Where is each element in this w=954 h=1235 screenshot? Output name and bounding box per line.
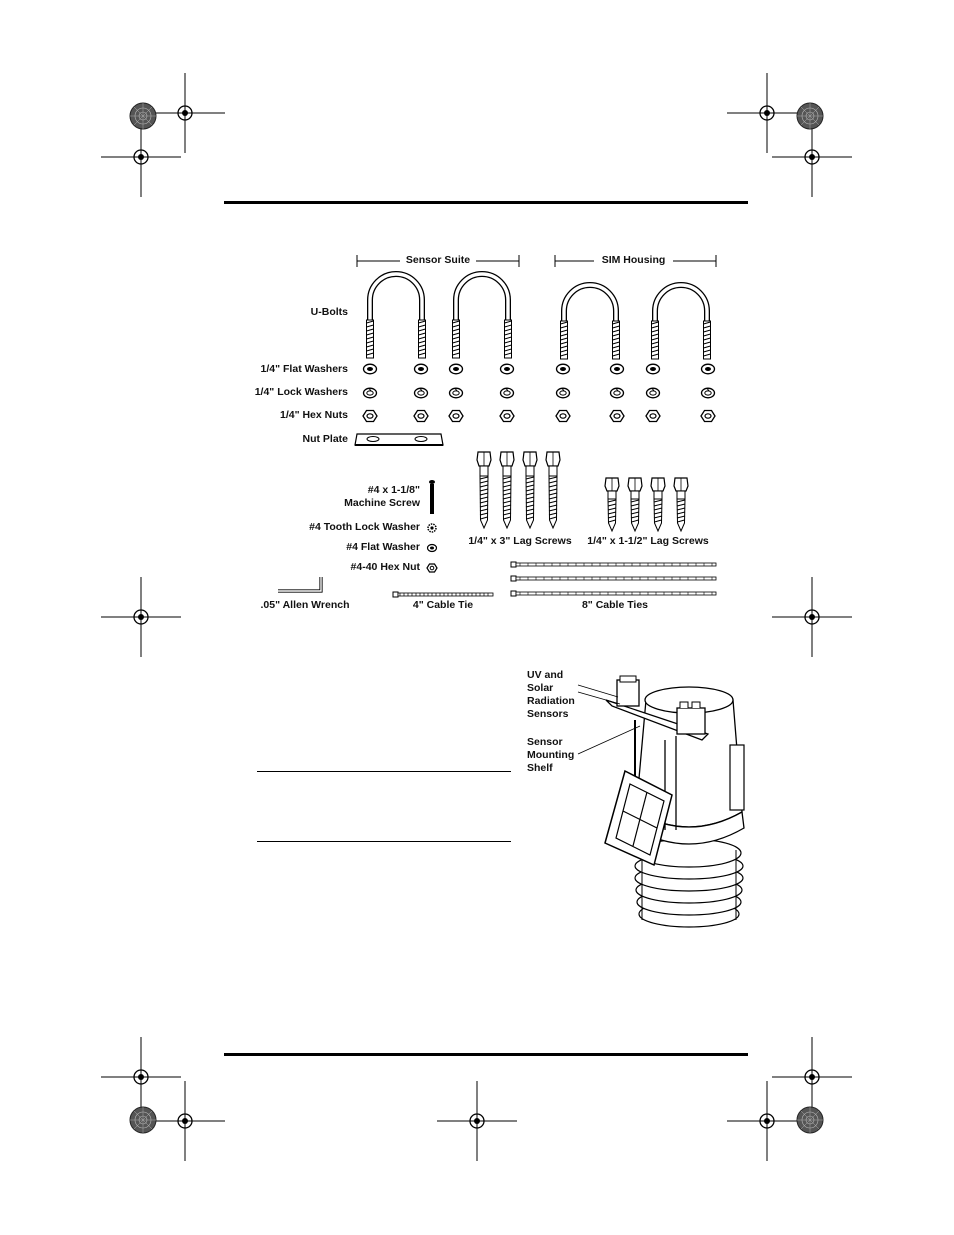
hex-nut-row — [363, 411, 715, 422]
sensor-suite-label: Sensor Suite — [405, 254, 471, 266]
hex-nut-4-label: #4-40 Hex Nut — [350, 561, 420, 573]
shelf-callout-line-2: Mounting — [527, 749, 575, 761]
nut-plate — [355, 434, 443, 445]
allen-wrench — [278, 577, 321, 591]
flat-washer-4-label: #4 Flat Washer — [346, 541, 420, 553]
allen-wrench-label: .05" Allen Wrench — [260, 599, 350, 611]
machine-screw-label-1: #4 x 1-1/8" — [367, 484, 420, 496]
registration-mark — [727, 73, 807, 153]
tooth-lock-washer-label: #4 Tooth Lock Washer — [309, 521, 420, 533]
lag-screws-1-5in-label: 1/4" x 1-1/2" Lag Screws — [587, 535, 709, 547]
color-rosette — [797, 1107, 823, 1133]
cable-tie-4in-label: 4" Cable Tie — [412, 599, 474, 611]
color-rosette — [797, 103, 823, 129]
registration-mark — [145, 73, 225, 153]
registration-mark — [772, 577, 852, 657]
cable-ties-8in — [511, 562, 716, 596]
small-flat-washer — [428, 545, 437, 552]
uv-callout-line-4: Sensors — [527, 708, 569, 720]
sim-housing-label: SIM Housing — [601, 254, 666, 266]
u-bolt — [652, 285, 711, 359]
nut-plate-label: Nut Plate — [302, 433, 348, 445]
machine-screw — [429, 480, 435, 514]
flat-washer-row — [364, 364, 715, 374]
registration-mark — [772, 1037, 852, 1117]
shelf-callout-line-3: Shelf — [527, 762, 553, 774]
flat-washers-label: 1/4" Flat Washers — [260, 363, 348, 375]
sensor-suite-illustration — [578, 676, 744, 927]
cable-ties-8in-label: 8" Cable Ties — [581, 599, 649, 611]
registration-mark — [727, 1081, 807, 1161]
tooth-lock-washer — [428, 524, 436, 532]
lock-washers-label: 1/4" Lock Washers — [254, 386, 348, 398]
uv-callout-line-3: Radiation — [527, 695, 575, 707]
cable-tie-4in — [393, 592, 493, 597]
color-rosette — [130, 1107, 156, 1133]
hex-nuts-label: 1/4" Hex Nuts — [279, 409, 348, 421]
registration-mark — [101, 1037, 181, 1117]
u-bolt — [561, 285, 620, 359]
u-bolts-label: U-Bolts — [310, 306, 348, 318]
shelf-callout-line-1: Sensor — [527, 736, 563, 748]
lag-screws-3in-label: 1/4" x 3" Lag Screws — [468, 535, 572, 547]
registration-mark — [101, 577, 181, 657]
lag-screw-3in — [477, 452, 560, 528]
u-bolt — [453, 274, 512, 358]
lag-screw-1-5in — [605, 478, 688, 531]
uv-callout-line-2: Solar — [527, 682, 554, 694]
color-rosette — [130, 103, 156, 129]
machine-screw-label-2: Machine Screw — [344, 497, 420, 509]
small-hex-nut — [427, 564, 437, 572]
registration-mark — [145, 1081, 225, 1161]
lock-washer-row — [364, 388, 715, 398]
u-bolt — [367, 274, 426, 358]
uv-callout-line-1: UV and — [527, 669, 564, 681]
registration-mark — [437, 1081, 517, 1161]
